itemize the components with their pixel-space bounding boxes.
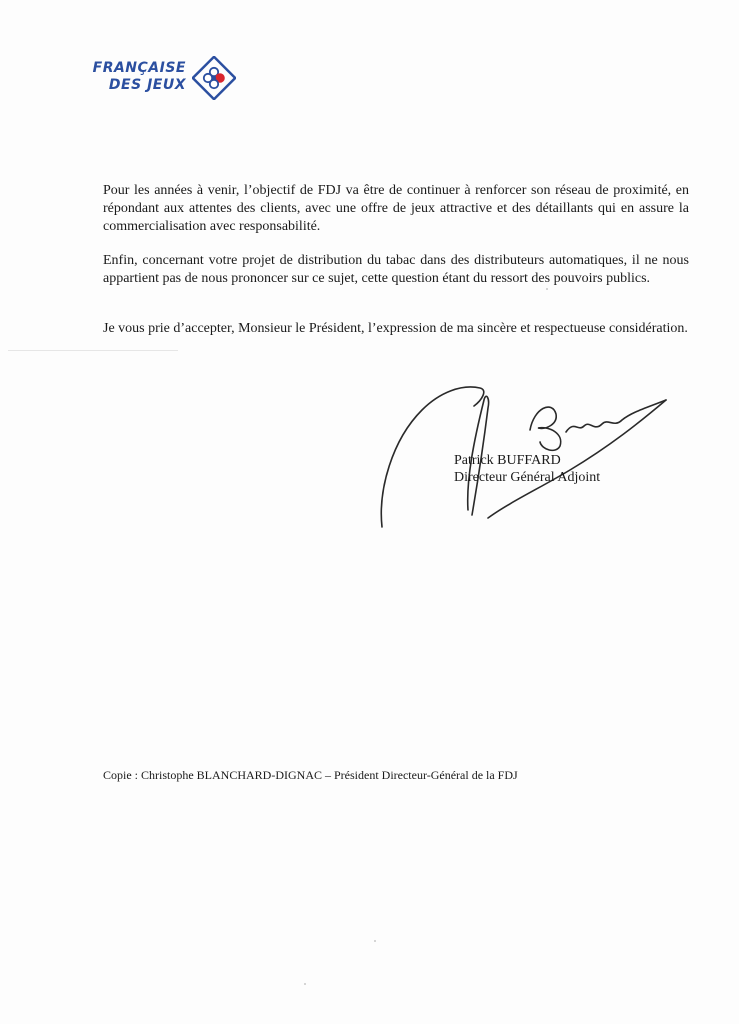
fdj-logo [86,56,246,104]
logo-line-1: FRANÇAISE [92,60,186,76]
scan-speck [304,983,306,985]
scan-speck [374,940,376,942]
logo-line-2: DES JEUX [108,77,186,93]
signatory-name: Patrick BUFFARD [454,453,561,468]
body-paragraph-3: Je vous prie d’accepter, Monsieur le Président, l’expression de ma sincère et respectueuse considération. [103,321,688,336]
body-paragraph-1: Pour les années à venir, l’objectif de FDJ va être de continuer à renforcer son réseau de proximité, en répondant aux attentes des clients, avec une offre de jeux attractive et des détaillants qui en assure la commercialisation avec responsabilité. [103,183,689,234]
logo-wordmark [86,60,186,94]
clover-diamond-icon [192,56,236,100]
fold-line [8,350,178,351]
copy-recipient-line: Copie : Christophe BLANCHARD-DIGNAC – Président Directeur-Général de la FDJ [103,768,518,782]
scan-speck [546,288,548,290]
signatory-title: Directeur Général Adjoint [454,470,601,485]
body-paragraph-2: Enfin, concernant votre projet de distribution du tabac dans des distributeurs automatiques, il ne nous appartient pas de nous prononcer sur ce sujet, cette question étant du ressort des pouvoirs publics. [103,253,689,286]
